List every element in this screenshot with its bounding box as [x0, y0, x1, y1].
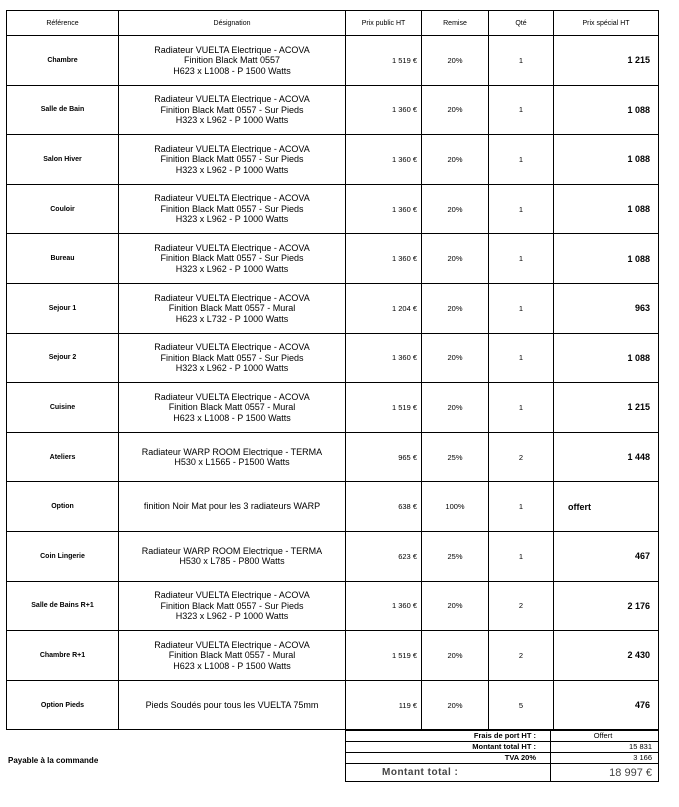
table-row	[7, 531, 659, 581]
designation-line: Radiateur WARP ROOM Electrique - TERMA	[141, 446, 323, 457]
designation-line: Radiateur VUELTA Electrique - ACOVA	[154, 292, 310, 303]
remise-cell: 20%	[422, 135, 489, 185]
designation-cell	[119, 135, 346, 185]
designation-line: H323 x L962 - P 1000 Watts	[175, 214, 289, 225]
designation-cell	[119, 531, 346, 581]
header-remise: Remise	[422, 11, 489, 36]
reference-cell: Couloir	[7, 184, 119, 234]
prix-special-cell: 2 176	[554, 581, 659, 631]
designation-cell	[119, 482, 346, 532]
qte-cell: 1	[489, 36, 554, 86]
qte-cell: 2	[489, 631, 554, 681]
prix-public-cell: 1 360 €	[346, 581, 422, 631]
quote-table	[6, 10, 659, 730]
reference-cell: Cuisine	[7, 383, 119, 433]
prix-public-cell: 1 519 €	[346, 383, 422, 433]
payment-terms: Payable à la commande	[8, 756, 99, 765]
reference-cell: Sejour 1	[7, 283, 119, 333]
designation-line: Radiateur VUELTA Electrique - ACOVA	[154, 193, 310, 204]
designation-line: H623 x L1008 - P 1500 Watts	[173, 660, 291, 671]
table-row	[7, 333, 659, 383]
reference-cell: Salon Hiver	[7, 135, 119, 185]
designation-line: Radiateur VUELTA Electrique - ACOVA	[154, 94, 310, 105]
designation-line: Radiateur VUELTA Electrique - ACOVA	[154, 391, 310, 402]
montant-total-label: Montant total :	[346, 764, 551, 782]
prix-special-cell: 1 088	[554, 333, 659, 383]
designation-line: H530 x L1565 - P1500 Watts	[174, 457, 290, 468]
table-row	[7, 432, 659, 482]
tva-label: TVA 20%	[346, 753, 551, 764]
designation-line: Finition Black Matt 0557 - Mural	[168, 650, 296, 661]
header-prix-public: Prix public HT	[346, 11, 422, 36]
totals-table	[345, 730, 659, 782]
header-qte: Qté	[489, 11, 554, 36]
prix-special-cell: 1 088	[554, 184, 659, 234]
montant-ht-label: Montant total HT :	[346, 742, 551, 753]
designation-cell	[119, 184, 346, 234]
montant-total-row	[346, 764, 659, 782]
designation-line: H323 x L962 - P 1000 Watts	[175, 363, 289, 374]
designation-line: Finition Black Matt 0557 - Mural	[168, 303, 296, 314]
qte-cell: 1	[489, 333, 554, 383]
reference-cell: Option Pieds	[7, 680, 119, 730]
qte-cell: 1	[489, 85, 554, 135]
designation-cell	[119, 36, 346, 86]
prix-special-cell: 1 215	[554, 36, 659, 86]
montant-ht-row	[346, 742, 659, 753]
table-row	[7, 85, 659, 135]
reference-cell: Chambre R+1	[7, 631, 119, 681]
prix-special-cell: 963	[554, 283, 659, 333]
reference-cell: Sejour 2	[7, 333, 119, 383]
reference-cell: Chambre	[7, 36, 119, 86]
designation-line: Radiateur VUELTA Electrique - ACOVA	[154, 242, 310, 253]
remise-cell: 20%	[422, 36, 489, 86]
designation-line: Finition Black Matt 0557 - Sur Pieds	[160, 253, 304, 264]
designation-line: Pieds Soudés pour tous les VUELTA 75mm	[145, 699, 319, 710]
table-row	[7, 482, 659, 532]
designation-line: H323 x L962 - P 1000 Watts	[175, 115, 289, 126]
designation-cell	[119, 333, 346, 383]
prix-public-cell: 638 €	[346, 482, 422, 532]
prix-public-cell: 623 €	[346, 531, 422, 581]
reference-cell: Coin Lingerie	[7, 531, 119, 581]
designation-cell	[119, 680, 346, 730]
qte-cell: 1	[489, 234, 554, 284]
designation-line: Finition Black Matt 0557	[183, 55, 281, 66]
qte-cell: 1	[489, 383, 554, 433]
qte-cell: 2	[489, 581, 554, 631]
table-row	[7, 184, 659, 234]
prix-special-cell: 467	[554, 531, 659, 581]
designation-line: Finition Black Matt 0557 - Sur Pieds	[160, 203, 304, 214]
remise-cell: 25%	[422, 531, 489, 581]
designation-line: Finition Black Matt 0557 - Sur Pieds	[160, 352, 304, 363]
table-row	[7, 283, 659, 333]
prix-public-cell: 1 360 €	[346, 85, 422, 135]
montant-total-value: 18 997 €	[551, 764, 659, 782]
designation-cell	[119, 283, 346, 333]
frais-port-label: Frais de port HT :	[346, 731, 551, 742]
qte-cell: 1	[489, 184, 554, 234]
prix-special-cell: 1 088	[554, 135, 659, 185]
prix-public-cell: 1 519 €	[346, 36, 422, 86]
designation-line: H623 x L732 - P 1000 Watts	[175, 313, 289, 324]
tva-value: 3 166	[551, 753, 659, 764]
table-row	[7, 383, 659, 433]
prix-public-cell: 1 360 €	[346, 135, 422, 185]
remise-cell: 20%	[422, 283, 489, 333]
designation-line: H623 x L1008 - P 1500 Watts	[173, 65, 291, 76]
table-row	[7, 135, 659, 185]
designation-line: Finition Black Matt 0557 - Sur Pieds	[160, 154, 304, 165]
prix-special-cell: offert	[554, 482, 659, 532]
designation-line: Finition Black Matt 0557 - Mural	[168, 402, 296, 413]
designation-cell	[119, 234, 346, 284]
reference-cell: Salle de Bains R+1	[7, 581, 119, 631]
reference-cell: Option	[7, 482, 119, 532]
remise-cell: 20%	[422, 234, 489, 284]
table-row	[7, 581, 659, 631]
header-reference: Référence	[7, 11, 119, 36]
prix-public-cell: 119 €	[346, 680, 422, 730]
designation-cell	[119, 432, 346, 482]
designation-cell	[119, 85, 346, 135]
prix-public-cell: 965 €	[346, 432, 422, 482]
designation-line: Radiateur WARP ROOM Electrique - TERMA	[141, 545, 323, 556]
designation-line: Radiateur VUELTA Electrique - ACOVA	[154, 590, 310, 601]
designation-line: Radiateur VUELTA Electrique - ACOVA	[154, 143, 310, 154]
designation-line: H323 x L962 - P 1000 Watts	[175, 611, 289, 622]
remise-cell: 20%	[422, 383, 489, 433]
designation-cell	[119, 383, 346, 433]
prix-special-cell: 2 430	[554, 631, 659, 681]
designation-line: H323 x L962 - P 1000 Watts	[175, 263, 289, 274]
remise-cell: 20%	[422, 85, 489, 135]
header-row	[7, 11, 659, 36]
remise-cell: 100%	[422, 482, 489, 532]
qte-cell: 1	[489, 531, 554, 581]
qte-cell: 5	[489, 680, 554, 730]
montant-ht-value: 15 831	[551, 742, 659, 753]
frais-port-row	[346, 731, 659, 742]
designation-line: Finition Black Matt 0557 - Sur Pieds	[160, 104, 304, 115]
designation-line: Radiateur VUELTA Electrique - ACOVA	[154, 44, 310, 55]
prix-special-cell: 1 088	[554, 85, 659, 135]
table-row	[7, 680, 659, 730]
reference-cell: Ateliers	[7, 432, 119, 482]
table-row	[7, 234, 659, 284]
prix-public-cell: 1 204 €	[346, 283, 422, 333]
reference-cell: Bureau	[7, 234, 119, 284]
header-prix-special: Prix spécial HT	[554, 11, 659, 36]
designation-cell	[119, 581, 346, 631]
remise-cell: 20%	[422, 631, 489, 681]
qte-cell: 1	[489, 482, 554, 532]
prix-public-cell: 1 360 €	[346, 333, 422, 383]
tva-row	[346, 753, 659, 764]
designation-line: Finition Black Matt 0557 - Sur Pieds	[160, 600, 304, 611]
designation-line: Radiateur VUELTA Electrique - ACOVA	[154, 342, 310, 353]
remise-cell: 20%	[422, 184, 489, 234]
prix-special-cell: 1 215	[554, 383, 659, 433]
remise-cell: 20%	[422, 581, 489, 631]
designation-line: Radiateur VUELTA Electrique - ACOVA	[154, 639, 310, 650]
frais-port-value: Offert	[551, 731, 659, 742]
table-row	[7, 36, 659, 86]
prix-public-cell: 1 519 €	[346, 631, 422, 681]
prix-special-cell: 476	[554, 680, 659, 730]
designation-line: H623 x L1008 - P 1500 Watts	[173, 412, 291, 423]
designation-line: H323 x L962 - P 1000 Watts	[175, 164, 289, 175]
designation-line: finition Noir Mat pour les 3 radiateurs WARP	[143, 501, 321, 512]
remise-cell: 25%	[422, 432, 489, 482]
designation-cell	[119, 631, 346, 681]
header-designation: Désignation	[119, 11, 346, 36]
remise-cell: 20%	[422, 680, 489, 730]
designation-line: H530 x L785 - P800 Watts	[179, 556, 285, 567]
remise-cell: 20%	[422, 333, 489, 383]
prix-public-cell: 1 360 €	[346, 184, 422, 234]
prix-special-cell: 1 448	[554, 432, 659, 482]
table-row	[7, 631, 659, 681]
qte-cell: 2	[489, 432, 554, 482]
prix-special-cell: 1 088	[554, 234, 659, 284]
qte-cell: 1	[489, 135, 554, 185]
qte-cell: 1	[489, 283, 554, 333]
prix-public-cell: 1 360 €	[346, 234, 422, 284]
reference-cell: Salle de Bain	[7, 85, 119, 135]
